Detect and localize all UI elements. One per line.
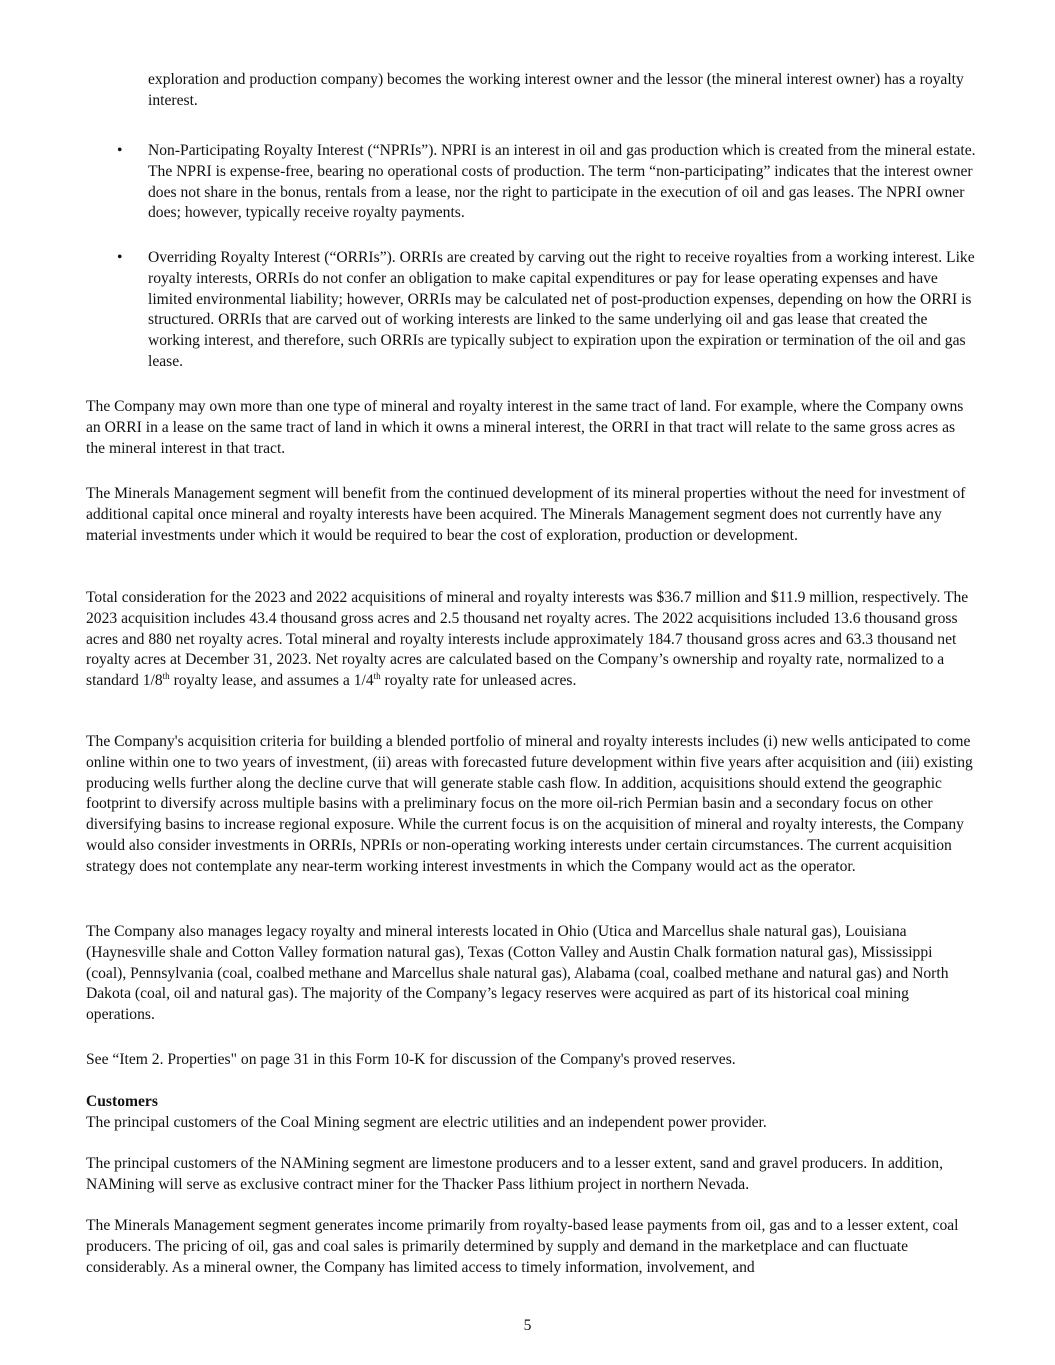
page-number: 5 <box>523 1317 532 1334</box>
paragraph-legacy-interests: The Company also manages legacy royalty and mineral interests located in Ohio (Utica and Marcellus shale natural gas), Louisiana (Haynesville shale and Cotton Valley formation natural gas), Texas (Cotton Valley and Austin Chalk formation natural gas), Mississippi (coal), Pennsylvania (coal, coalbed methane and Marcellus shale natural gas), Alabama (coal, coalbed methane and natural gas) and North Dakota (coal, oil and natural gas). The majority of the Company’s legacy reserves were acquired as part of its historical coal mining operations. <box>86 923 949 1024</box>
continuation-paragraph: exploration and production company) becomes the working interest owner and the lessor (the mineral interest owner) has a royalty interest. <box>148 71 964 109</box>
paragraph-acquisitions <box>86 588 976 692</box>
bullet-item-npri <box>117 141 987 224</box>
paragraph-mineral-interest-types: The Company may own more than one type of mineral and royalty interest in the same tract of land. For example, where the Company owns an ORRI in a lease on the same tract of land in which it owns a mineral interest, the ORRI in that tract will relate to the same gross acres as the mineral interest in that tract. <box>86 398 964 457</box>
bullet-item-orri <box>117 248 987 373</box>
bullet-icon: • <box>117 142 123 159</box>
customers-section <box>86 1092 976 1134</box>
paragraph-minerals-management-benefit: The Minerals Management segment will benefit from the continued development of its mineral properties without the need for investment of additional capital once mineral and royalty interests have been acquired. The Minerals Management segment does not currently have any material investments under which it would be required to bear the cost of exploration, production or development. <box>86 485 966 544</box>
customers-heading: Customers <box>86 1093 158 1110</box>
paragraph-properties-reference: See “Item 2. Properties" on page 31 in this Form 10-K for discussion of the Company's proved reserves. <box>86 1051 736 1068</box>
bullet-icon: • <box>117 249 123 266</box>
bullet-text-orri: Overriding Royalty Interest (“ORRIs”). ORRIs are created by carving out the right to receive royalties from a working interest. Like royalty interests, ORRIs do not confer an obligation to make capital expenditures or pay for lease operating expenses and have limited environmental liability; however, ORRIs may be calculated net of post-production expenses, depending on how the ORRI is structured. ORRIs that are carved out of working interests are linked to the same underlying oil and gas lease that created the working interest, and therefore, such ORRIs are typically subject to expiration upon the expiration or termination of the oil and gas lease. <box>148 249 975 370</box>
customers-coal-mining: The principal customers of the Coal Mining segment are electric utilities and an independent power provider. <box>86 1113 767 1131</box>
acquisitions-text-part2: royalty lease, and assumes a 1/4 <box>169 672 374 690</box>
paragraph-acquisition-criteria: The Company's acquisition criteria for building a blended portfolio of mineral and royalty interests includes (i) new wells anticipated to come online within one to two years of investment, (ii) areas with forecasted future development within five years after acquisition and (iii) existing producing wells further along the decline curve that will generate stable cash flow. In addition, acquisitions should extend the geographic footprint to diversify across multiple basins with a preliminary focus on the more oil-rich Permian basin and a secondary focus on other diversifying basins to increase regional exposure. While the current focus is on the acquisition of mineral and royalty interests, the Company would also consider investments in ORRIs, NPRIs or non-operating working interests under certain circumstances. The current acquisition strategy does not contemplate any near-term working interest investments in which the Company would act as the operator. <box>86 733 973 875</box>
superscript-th: th <box>162 671 170 681</box>
bullet-text-npri: Non-Participating Royalty Interest (“NPRIs”). NPRI is an interest in oil and gas production which is created from the mineral estate. The NPRI is expense-free, bearing no operational costs of production. The term “non-participating” indicates that the interest owner does not share in the bonus, rentals from a lease, nor the right to participate in the execution of oil and gas leases. The NPRI owner does; however, typically receive royalty payments. <box>148 142 976 222</box>
acquisitions-text-part3: royalty rate for unleased acres. <box>380 672 577 690</box>
customers-namining: The principal customers of the NAMining segment are limestone producers and to a lesser extent, sand and gravel producers. In addition, NAMining will serve as exclusive contract miner for the Thacker Pass lithium project in northern Nevada. <box>86 1155 943 1193</box>
customers-minerals-management: The Minerals Management segment generates income primarily from royalty-based lease payments from oil, gas and to a lesser extent, coal producers. The pricing of oil, gas and coal sales is primarily determined by supply and demand in the marketplace and can fluctuate considerably. As a mineral owner, the Company has limited access to timely information, involvement, and <box>86 1217 959 1276</box>
acquisitions-text-part1: Total consideration for the 2023 and 2022 acquisitions of mineral and royalty interests was $36.7 million and $11.9 million, respectively. The 2023 acquisition includes 43.4 thousand gross acres and 2.5 thousand net royalty acres. The 2022 acquisitions included 13.6 thousand gross acres and 880 net royalty acres. Total mineral and royalty interests include approximately 184.7 thousand gross acres and 63.3 thousand net royalty acres at December 31, 2023. Net royalty acres are calculated based on the Company’s ownership and royalty rate, normalized to a standard 1/8 <box>86 589 969 690</box>
superscript-th: th <box>373 671 381 681</box>
